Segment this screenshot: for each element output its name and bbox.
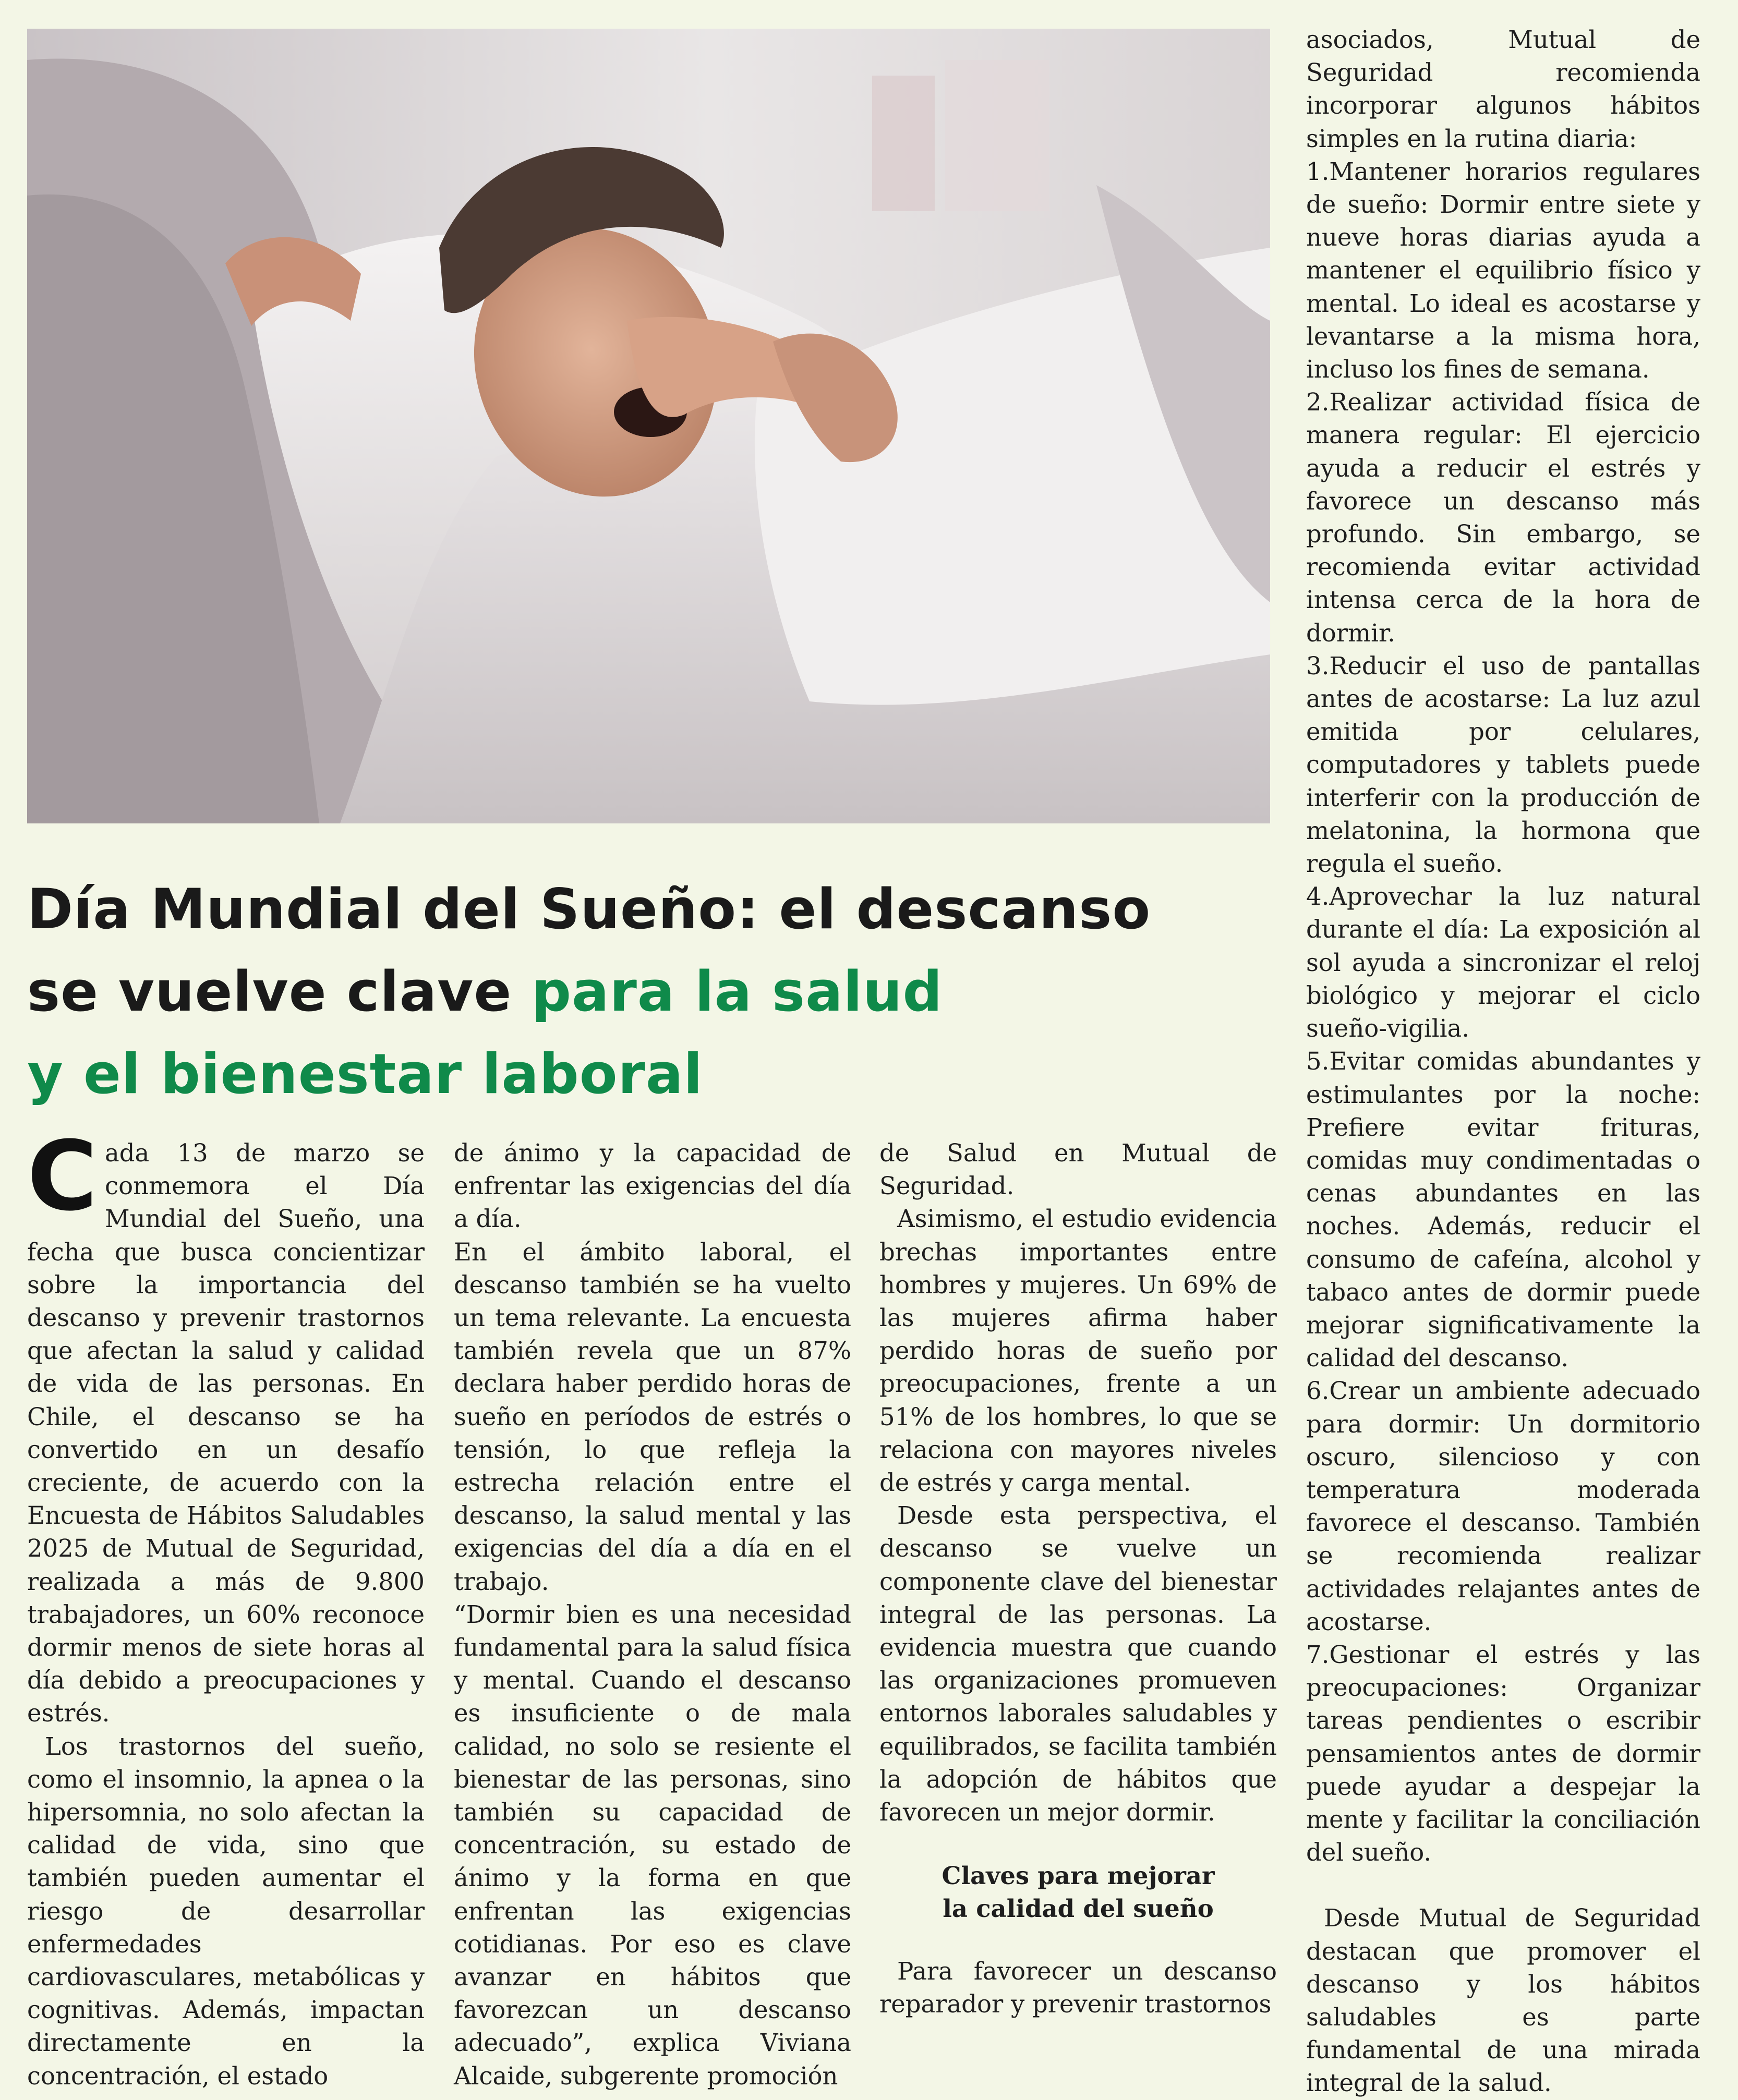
paragraph: de Salud en Mutual de Seguridad. [879, 1139, 1277, 1200]
article-column-2 [454, 1137, 851, 2093]
paragraph: de ánimo y la capacidad de enfrentar las exigencias del día a día. [454, 1139, 851, 1233]
subheading-line-2: la calidad del sueño [943, 1894, 1214, 1923]
headline-line-2-dark: se vuelve clave [27, 960, 532, 1024]
subheading-line-1: Claves para mejorar [942, 1861, 1215, 1890]
paragraph-closing: Desde Mutual de Seguridad destacan que promover el descanso y los hábitos saludables es parte fundamental de una mirada integral de la salud. [1306, 1904, 1700, 2097]
section-subheading [879, 1859, 1277, 1925]
paragraph-intro-text: ada 13 de marzo se conmemora el Día Mundial del Sueño, una fecha que busca concientizar sobre la importancia del descanso y prevenir trastornos que afectan la salud y calidad de vida de las personas. En Chile, el descanso se ha convertido en un desafío creciente, de acuerdo con la Encuesta de Hábitos Saludables 2025 de Mutual de Seguridad, realizada a más de 9.800 trabajadores, un 60% reconoce dormir menos de siete horas al día debido a preocupaciones y estrés. [27, 1139, 425, 1728]
paragraph: Desde esta perspectiva, el descanso se vuelve un componente clave del bienestar integral de las personas. La evidencia muestra que cuando las organizaciones promueven entornos laborales saludables y equilibrados, se facilita también la adopción de hábitos que favorecen un mejor dormir. [879, 1501, 1277, 1827]
paragraph: Los trastornos del sueño, como el insomnio, la apnea o la hipersomnia, no solo afectan la calidad de vida, sino que también pueden aumentar el riesgo de desarrollar enfermedades cardiovasculares, metabólicas y cognitivas. Además, impactan directamente en la concentración, el estado [27, 1732, 425, 2090]
man-yawning-in-bed-photo [27, 29, 1270, 823]
paragraph-intro [27, 1121, 425, 1730]
headline-line-2-green: para la salud [532, 960, 943, 1024]
drop-cap: C [27, 1121, 98, 1232]
paragraph: En el ámbito laboral, el descanso también se ha vuelto un tema relevante. La encuesta también revela que un 87% declara haber perdido horas de sueño en períodos de estrés o tensión, lo que refleja la estrecha relación entre el descanso, la salud mental y las exigencias del día a día en el trabajo. [454, 1237, 851, 1596]
list-item: 5.Evitar comidas abundantes y estimulantes por la noche: Prefiere evitar frituras, comidas muy condimentadas o cenas abundantes en las noches. Además, reducir el consumo de cafeína, alcohol y tabaco antes de dormir puede mejorar significativamente la calidad del descanso. [1306, 1047, 1700, 1373]
article-column-3 [879, 1137, 1277, 2021]
paragraph: Para favorecer un descanso reparador y prevenir trastornos [879, 1957, 1277, 2019]
article-photo [27, 29, 1270, 823]
list-item: 7.Gestionar el estrés y las preocupaciones: Organizar tareas pendientes o escribir pensamientos antes de dormir puede ayudar a despejar la mente y facilitar la conciliación del sueño. [1306, 1640, 1700, 1867]
paragraph-quote: “Dormir bien es una necesidad fundamental para la salud física y mental. Cuando el descanso es insuficiente o de mala calidad, no solo se resiente el bienestar de las personas, sino también su capacidad de concentración, su estado de ánimo y la forma en que enfrentan las exigencias cotidianas. Por eso es clave avanzar en hábitos que favorezcan un descanso adecuado”, explica Viviana Alcaide, subgerente promoción [454, 1600, 851, 2090]
article-column-4 [1306, 23, 1700, 2100]
article-column-1 [27, 1121, 425, 2093]
headline-line-1: Día Mundial del Sueño: el descanso [27, 877, 1151, 941]
list-item: 1.Mantener horarios regulares de sueño: Dormir entre siete y nueve horas diarias ayuda a mantener el equilibrio físico y mental. Lo ideal es acostarse y levantarse a la misma hora, incluso los fines de semana. [1306, 157, 1700, 384]
spacer [1306, 1869, 1700, 1902]
list-item: 2.Realizar actividad física de manera regular: El ejercicio ayuda a reducir el estrés y favorece un descanso más profundo. Sin embargo, se recomienda evitar actividad intensa cerca de la hora de dormir. [1306, 388, 1700, 647]
paragraph: asociados, Mutual de Seguridad recomienda incorporar algunos hábitos simples en la rutina diaria: [1306, 26, 1700, 153]
list-item: 4.Aprovechar la luz natural durante el día: La exposición al sol ayuda a sincronizar el reloj biológico y mejorar el ciclo sueño-vigilia. [1306, 882, 1700, 1043]
paragraph: Asimismo, el estudio evidencia brechas importantes entre hombres y mujeres. Un 69% de las mujeres afirma haber perdido horas de sueño por preocupaciones, frente a un 51% de los hombres, lo que se relaciona con mayores niveles de estrés y carga mental. [879, 1205, 1277, 1497]
article-headline [27, 868, 1279, 1115]
headline-line-3-green: y el bienestar laboral [27, 1042, 703, 1106]
list-item: 3.Reducir el uso de pantallas antes de acostarse: La luz azul emitida por celulares, computadores y tablets puede interferir con la producción de melatonina, la hormona que regula el sueño. [1306, 651, 1700, 878]
list-item: 6.Crear un ambiente adecuado para dormir: Un dormitorio oscuro, silencioso y con temperatura moderada favorece el descanso. También se recomienda realizar actividades relajantes antes de acostarse. [1306, 1377, 1700, 1636]
